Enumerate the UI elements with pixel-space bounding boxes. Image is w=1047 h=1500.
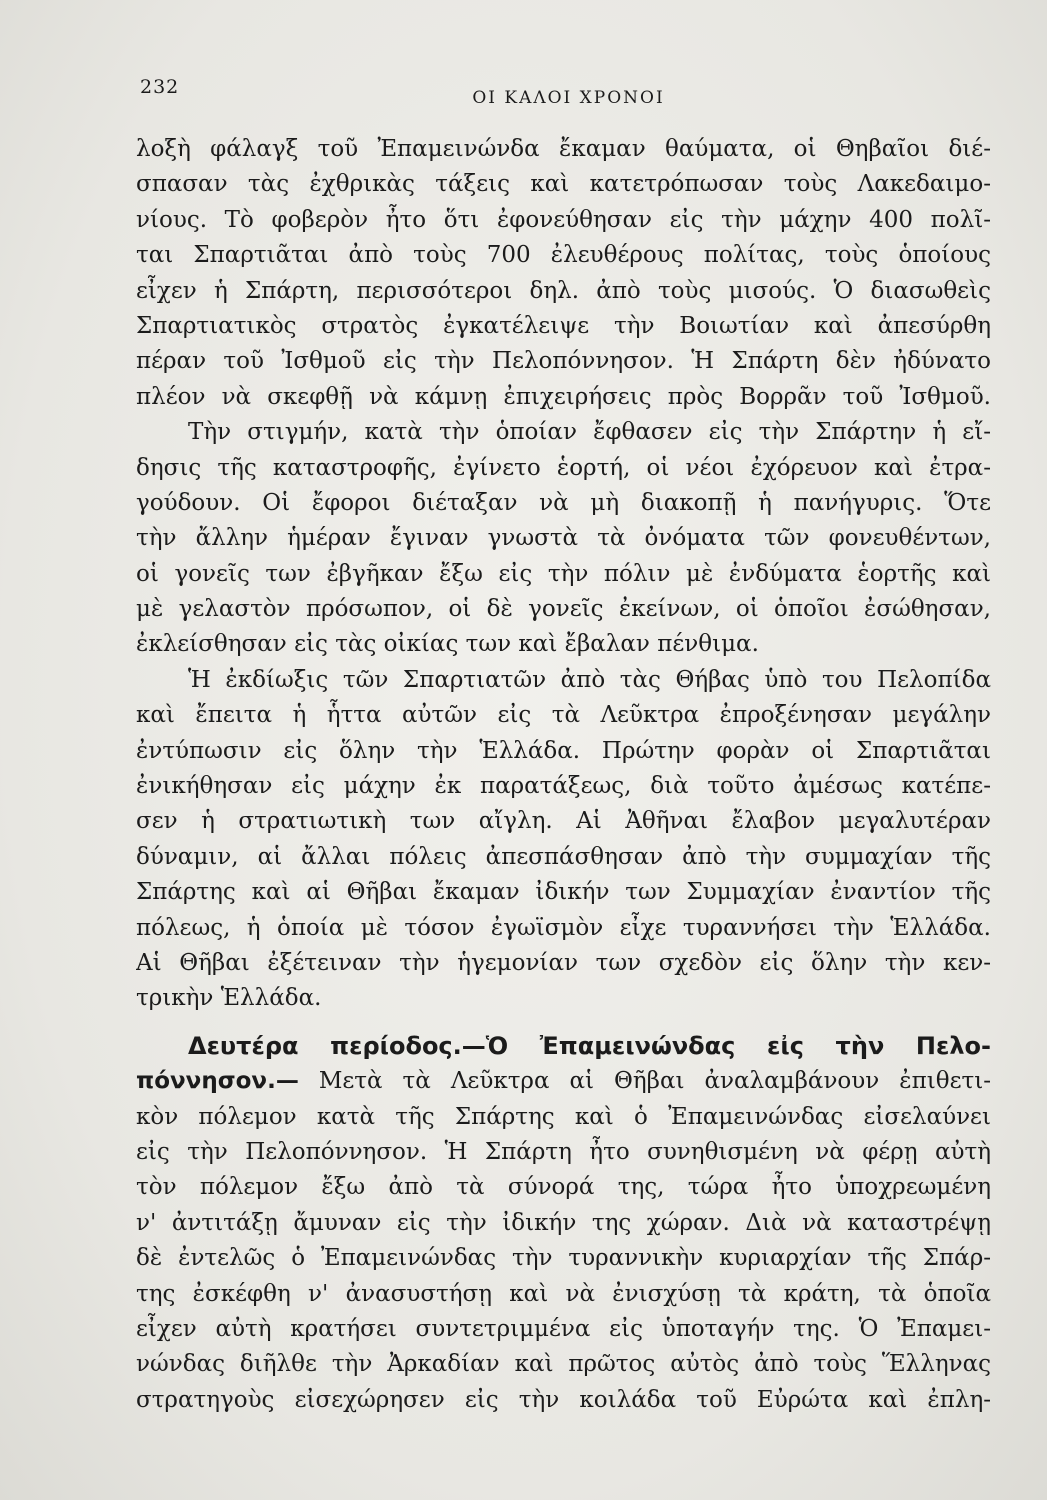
text-line: ἐνικήθησαν εἰς μάχην ἐκ παρατάξεως, διὰ τοῦτο ἀμέσως κατέπε- bbox=[136, 773, 991, 800]
text-line: στρατηγοὺς εἰσεχώρησεν εἰς τὴν κοιλάδα τοῦ Εὐρώτα καὶ ἐπλη- bbox=[136, 1386, 991, 1413]
text-line: νίους. Τὸ φοβερὸν ἦτο ὅτι ἐφονεύθησαν εἰς τὴν μάχην 400 πολῖ- bbox=[136, 206, 991, 233]
body-text bbox=[136, 132, 991, 1418]
section-heading-continued: πόννησον.— bbox=[136, 1068, 299, 1095]
text-line: Σπάρτης καὶ αἱ Θῆβαι ἔκαμαν ἰδικήν των Συμμαχίαν ἐναντίον τῆς bbox=[136, 879, 991, 906]
text-line: δησις τῆς καταστροφῆς, ἐγίνετο ἑορτή, οἱ νέοι ἐχόρευον καὶ ἐτρα- bbox=[136, 454, 991, 481]
text-line: καὶ ἔπειτα ἡ ἧττα αὐτῶν εἰς τὰ Λεῦκτρα ἐπροξένησαν μεγάλην bbox=[136, 702, 991, 729]
text-line: γούδουν. Οἱ ἔφοροι διέταξαν νὰ μὴ διακοπῇ ἡ πανήγυρις. Ὅτε bbox=[136, 489, 991, 516]
text-line: τὸν πόλεμον ἔξω ἀπὸ τὰ σύνορά της, τώρα ἦτο ὑποχρεωμένη bbox=[136, 1174, 991, 1201]
text-line: Σπαρτιατικὸς στρατὸς ἐγκατέλειψε τὴν Βοιωτίαν καὶ ἀπεσύρθη bbox=[136, 312, 991, 339]
text-line: κὸν πόλεμον κατὰ τῆς Σπάρτης καὶ ὁ Ἐπαμεινώνδας εἰσελαύνει bbox=[136, 1103, 991, 1130]
text-line: λοξὴ φάλαγξ τοῦ Ἐπαμεινώνδα ἔκαμαν θαύματα, οἱ Θηβαῖοι διέ- bbox=[136, 136, 991, 162]
text-line: Αἱ Θῆβαι ἐξέτειναν τὴν ἡγεμονίαν των σχεδὸν εἰς ὅλην τὴν κεν- bbox=[136, 949, 991, 976]
section-gap bbox=[136, 1017, 991, 1029]
text-line: εἰς τὴν Πελοπόννησον. Ἡ Σπάρτη ἦτο συνηθισμένη νὰ φέρῃ αὐτὴ bbox=[136, 1138, 991, 1165]
text-line: πέραν τοῦ Ἰσθμοῦ εἰς τὴν Πελοπόννησον. Ἡ Σπάρτη δὲν ἠδύνατο bbox=[136, 348, 991, 375]
text-line: ἐκλείσθησαν εἰς τὰς οἰκίας των καὶ ἔβαλαν πένθιμα. bbox=[136, 631, 759, 658]
text-line: Τὴν στιγμήν, κατὰ τὴν ὁποίαν ἔφθασεν εἰς τὴν Σπάρτην ἡ εἴ- bbox=[188, 419, 991, 446]
paragraph-1 bbox=[136, 132, 991, 415]
paragraph-2 bbox=[136, 415, 991, 663]
page-number: 232 bbox=[140, 76, 180, 98]
text-line: τρικὴν Ἑλλάδα. bbox=[136, 985, 322, 1012]
text-line bbox=[136, 1064, 991, 1099]
text-line: ται Σπαρτιᾶται ἀπὸ τοὺς 700 ἐλευθέρους πολίτας, τοὺς ὁποίους bbox=[136, 242, 991, 269]
section-second-period bbox=[136, 1029, 991, 1418]
text-line: οἱ γονεῖς των ἐβγῆκαν ἔξω εἰς τὴν πόλιν μὲ ἐνδύματα ἑορτῆς καὶ bbox=[136, 560, 991, 587]
text-line: εἶχεν αὐτὴ κρατήσει συντετριμμένα εἰς ὑποταγήν της. Ὁ Ἐπαμει- bbox=[136, 1315, 991, 1342]
paragraph-3 bbox=[136, 663, 991, 1017]
text-line: ν' ἀντιτάξῃ ἄμυναν εἰς τὴν ἰδικήν της χώραν. Διὰ νὰ καταστρέψῃ bbox=[136, 1209, 991, 1236]
text-line: σεν ἡ στρατιωτικὴ των αἴγλη. Αἱ Ἀθῆναι ἔλαβον μεγαλυτέραν bbox=[136, 808, 991, 835]
text-line: μὲ γελαστὸν πρόσωπον, οἱ δὲ γονεῖς ἐκείνων, οἱ ὁποῖοι ἐσώθησαν, bbox=[136, 596, 991, 623]
section-heading: Δευτέρα περίοδος.—Ὁ Ἐπαμεινώνδας εἰς τὴν Πελο- bbox=[188, 1031, 991, 1060]
text-line: πλέον νὰ σκεφθῇ νὰ κάμνῃ ἐπιχειρήσεις πρὸς Βορρᾶν τοῦ Ἰσθμοῦ. bbox=[136, 383, 991, 410]
running-title: ΟΙ ΚΑΛΟΙ ΧΡΟΝΟΙ bbox=[472, 88, 665, 108]
text-line: νώνδας διῆλθε τὴν Ἀρκαδίαν καὶ πρῶτος αὐτὸς ἀπὸ τοὺς Ἕλληνας bbox=[136, 1351, 991, 1378]
text-line: ἐντύπωσιν εἰς ὅλην τὴν Ἑλλάδα. Πρώτην φορὰν οἱ Σπαρτιᾶται bbox=[136, 737, 991, 764]
text-line: πόλεως, ἡ ὁποία μὲ τόσον ἐγωϊσμὸν εἶχε τυραννήσει τὴν Ἑλλάδα. bbox=[136, 914, 991, 941]
text-line: τὴν ἄλλην ἡμέραν ἔγιναν γνωστὰ τὰ ὀνόματα τῶν φονευθέντων, bbox=[136, 525, 991, 552]
section-first-line: Μετὰ τὰ Λεῦκτρα αἱ Θῆβαι ἀναλαμβάνουν ἐπιθετι- bbox=[298, 1068, 991, 1095]
text-line: εἶχεν ἡ Σπάρτη, περισσότεροι δηλ. ἀπὸ τοὺς μισούς. Ὁ διασωθεὶς bbox=[136, 277, 991, 304]
text-line: της ἐσκέφθη ν' ἀνασυστήσῃ καὶ νὰ ἐνισχύσῃ τὰ κράτη, τὰ ὁποῖα bbox=[136, 1280, 991, 1307]
text-line: δύναμιν, αἱ ἄλλαι πόλεις ἀπεσπάσθησαν ἀπὸ τὴν συμμαχίαν τῆς bbox=[136, 843, 991, 870]
text-line: Ἡ ἐκδίωξις τῶν Σπαρτιατῶν ἀπὸ τὰς Θήβας ὑπὸ του Πελοπίδα bbox=[188, 666, 991, 693]
text-line: δὲ ἐντελῶς ὁ Ἐπαμεινώνδας τὴν τυραννικὴν κυριαρχίαν τῆς Σπάρ- bbox=[136, 1245, 991, 1272]
text-line: σπασαν τὰς ἐχθρικὰς τάξεις καὶ κατετρόπωσαν τοὺς Λακεδαιμο- bbox=[136, 171, 991, 198]
